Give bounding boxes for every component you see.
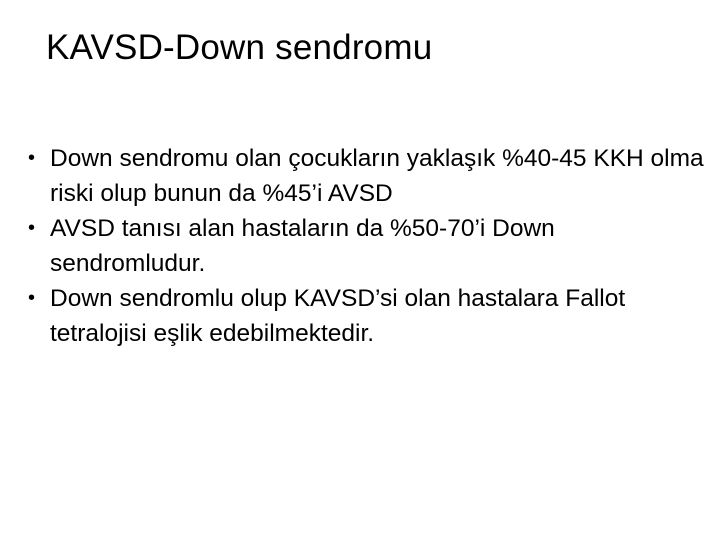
bullet-marker: • [28, 217, 36, 239]
bullet-marker: • [28, 287, 36, 309]
bullet-text: AVSD tanısı alan hastaların da %50-70’i Down sendromludur. [50, 215, 555, 277]
bullet-item [28, 281, 708, 351]
bullet-marker: • [28, 147, 36, 169]
bullet-list [28, 141, 708, 351]
slide-title: KAVSD-Down sendromu [46, 28, 433, 67]
bullet-item [28, 141, 708, 211]
bullet-text: Down sendromlu olup KAVSD’si olan hastalara Fallot tetralojisi eşlik edebilmektedir. [50, 285, 626, 347]
bullet-item [28, 211, 708, 281]
bullet-text: Down sendromu olan çocukların yaklaşık %40-45 KKH olma riski olup bunun da %45’i AVSD [50, 145, 704, 207]
